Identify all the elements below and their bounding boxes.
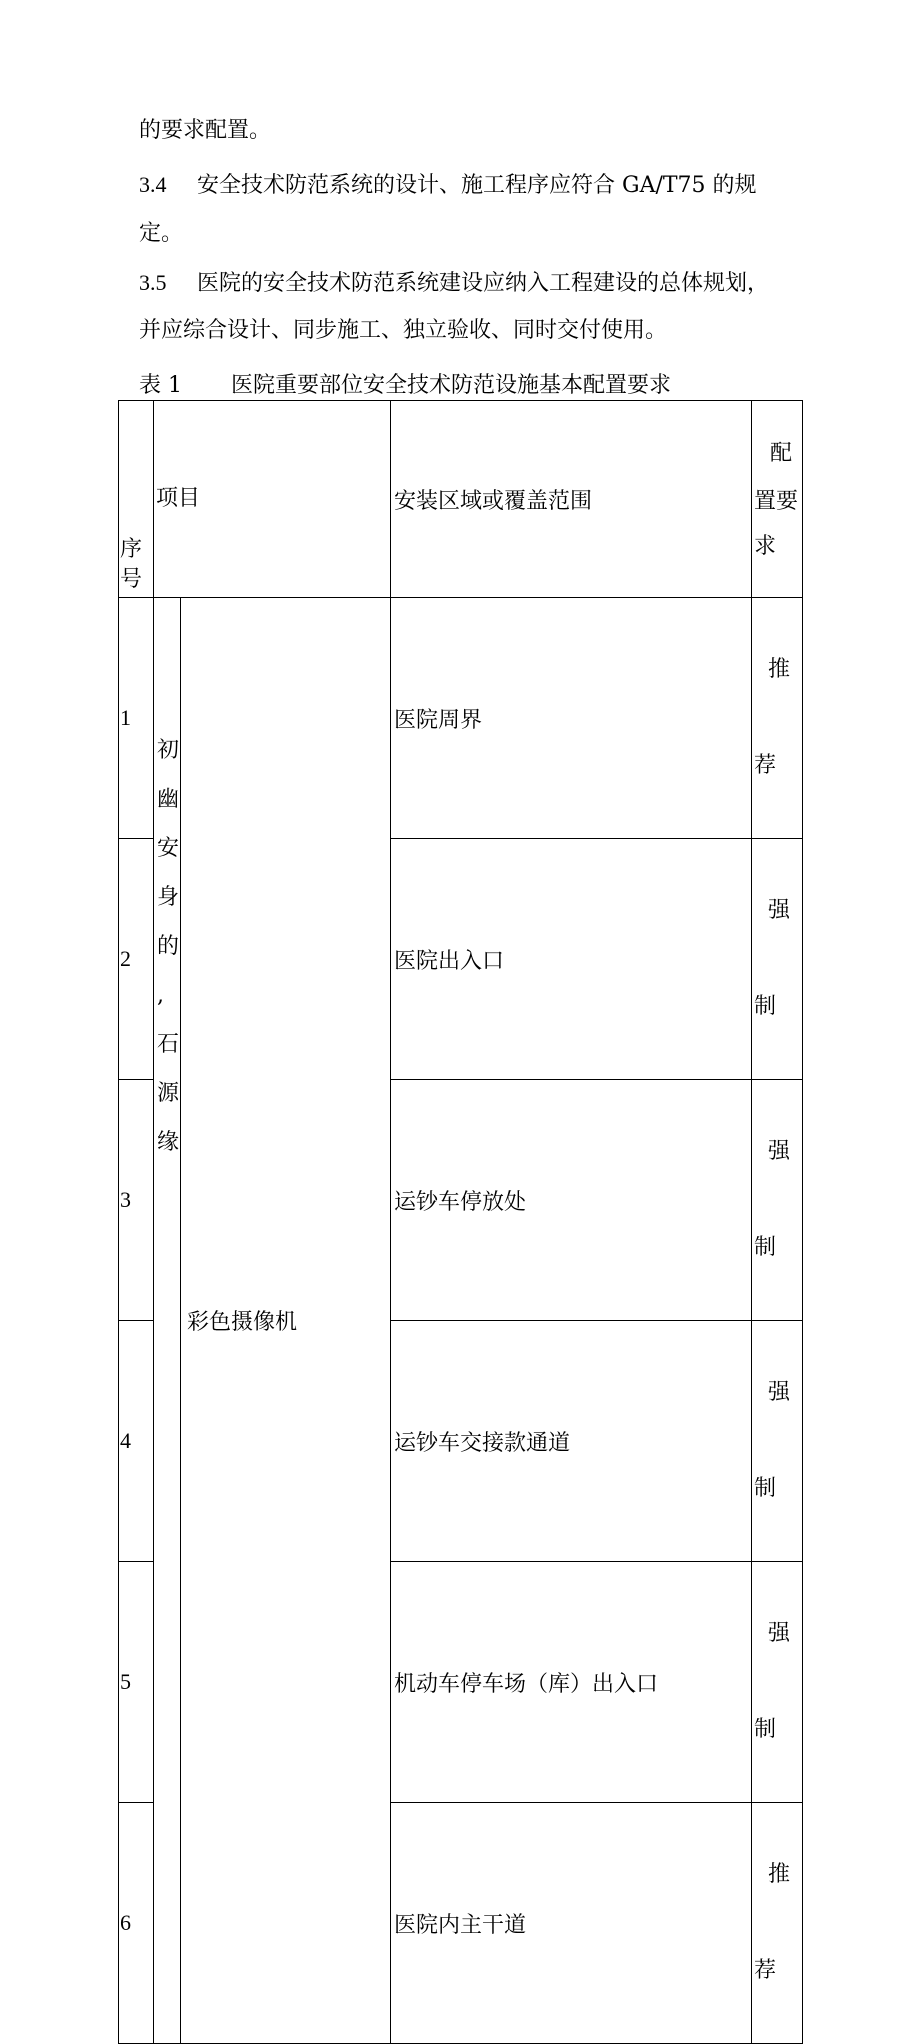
paragraph-3-5-line-2: 并应综合设计、同步施工、独立验收、同时交付使用。 xyxy=(139,318,668,343)
clause-number: 3.4 xyxy=(139,172,167,197)
row-area: 运钞车停放处 xyxy=(391,1080,752,1321)
req-line1: 强 xyxy=(768,1621,791,1646)
header-seq: 序 号 xyxy=(119,401,154,598)
row-requirement xyxy=(752,598,803,839)
req-line2: 制 xyxy=(754,1476,777,1501)
row-seq: 6 xyxy=(119,1803,154,2044)
table-number: 表 1 xyxy=(139,373,182,398)
paragraph-continuation: 的要求配置。 xyxy=(139,118,272,143)
group-label-cell xyxy=(154,598,181,2044)
header-req-line3: 求 xyxy=(754,534,777,559)
req-line1: 强 xyxy=(768,1380,791,1405)
row-requirement xyxy=(752,1562,803,1803)
paragraph-3-4-line-2: 定。 xyxy=(139,221,184,246)
paragraph-3-5-line-1 xyxy=(139,268,769,299)
row-requirement xyxy=(752,839,803,1080)
row-area: 医院内主干道 xyxy=(391,1803,752,2044)
req-line1: 推 xyxy=(768,1862,791,1887)
clause-number: 3.5 xyxy=(139,270,167,295)
req-line2: 荐 xyxy=(754,1958,777,1983)
group-label: 初 幽 安 身 的 , 石 源 缘 xyxy=(157,738,180,1155)
table-caption xyxy=(139,371,671,401)
header-req-line1: 配 xyxy=(770,441,793,466)
req-line2: 制 xyxy=(754,1717,777,1742)
row-requirement xyxy=(752,1080,803,1321)
header-req-line2: 置要 xyxy=(754,489,799,514)
req-line2: 制 xyxy=(754,1235,777,1260)
row-seq: 4 xyxy=(119,1321,154,1562)
table-header-row xyxy=(119,401,803,598)
table-row xyxy=(119,598,803,839)
req-line1: 推 xyxy=(768,657,791,682)
row-requirement xyxy=(752,1803,803,2044)
config-table xyxy=(118,400,803,2044)
clause-text: 安全技术防范系统的设计、施工程序应符合 GA/T75 的规 xyxy=(197,173,757,198)
row-seq: 3 xyxy=(119,1080,154,1321)
device-name: 彩色摄像机 xyxy=(181,598,391,2044)
header-requirement xyxy=(752,401,803,598)
req-line1: 强 xyxy=(768,898,791,923)
row-seq: 2 xyxy=(119,839,154,1080)
row-area: 医院出入口 xyxy=(391,839,752,1080)
table-title: 医院重要部位安全技术防范设施基本配置要求 xyxy=(231,373,672,398)
paragraph-3-4-line-1 xyxy=(139,170,757,201)
clause-text: 医院的安全技术防范系统建设应纳入工程建设的总体规划， xyxy=(197,271,770,296)
row-seq: 5 xyxy=(119,1562,154,1803)
header-item: 项目 xyxy=(154,401,391,598)
req-line1: 强 xyxy=(768,1139,791,1164)
row-area: 运钞车交接款通道 xyxy=(391,1321,752,1562)
req-line2: 荐 xyxy=(754,753,777,778)
header-area: 安装区域或覆盖范围 xyxy=(391,401,752,598)
row-area: 机动车停车场（库）出入口 xyxy=(391,1562,752,1803)
row-seq: 1 xyxy=(119,598,154,839)
row-requirement xyxy=(752,1321,803,1562)
req-line2: 制 xyxy=(754,994,777,1019)
row-area: 医院周界 xyxy=(391,598,752,839)
